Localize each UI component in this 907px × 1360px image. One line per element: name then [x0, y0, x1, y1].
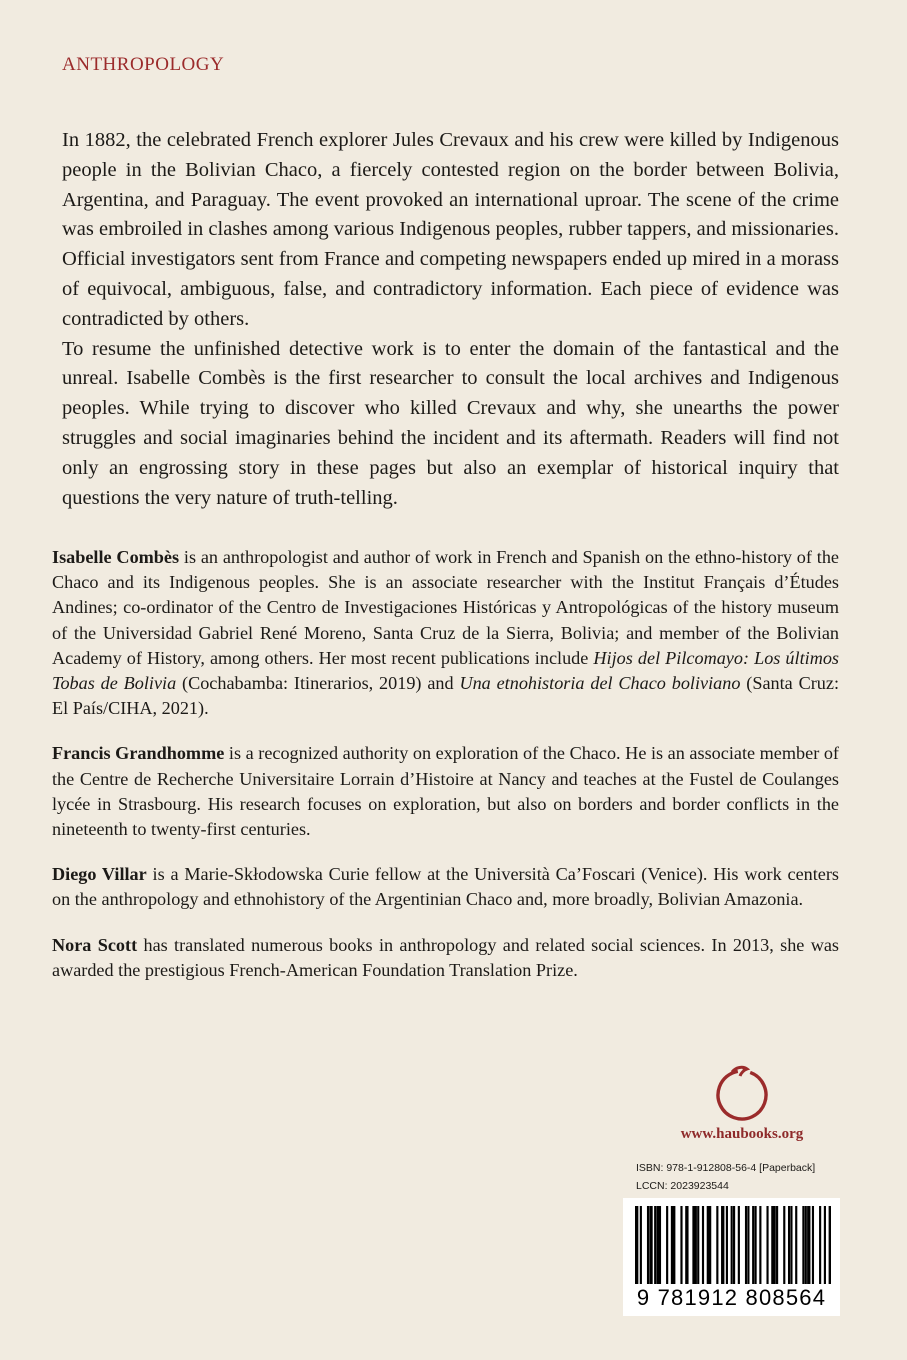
barcode-bar	[640, 1206, 642, 1284]
barcode-bar	[721, 1206, 724, 1284]
barcode-bar	[812, 1206, 814, 1284]
category-label: ANTHROPOLOGY	[62, 54, 225, 75]
bio-name: Diego Villar	[52, 864, 147, 885]
bio-text: has translated numerous books in anthropology and related social sciences. In 2013, she was awarded the prestigious French-American Foundation Translation Prize.	[52, 934, 840, 980]
barcode-bar	[726, 1206, 728, 1284]
author-bios	[52, 545, 839, 1003]
barcode-bar	[819, 1206, 821, 1284]
barcode-bar	[695, 1206, 697, 1284]
barcode-bar	[788, 1206, 790, 1284]
barcode-bar	[747, 1206, 749, 1284]
barcode-bar	[697, 1206, 699, 1284]
barcode-bars	[635, 1206, 831, 1286]
publisher-website[interactable]: www.haubooks.org	[680, 1126, 804, 1142]
barcode-bar	[783, 1206, 785, 1284]
bio-text: (Cochabamba: Itinerarios, 2019) and	[176, 673, 460, 694]
barcode-bar	[807, 1206, 810, 1284]
bio-diego-villar	[52, 862, 839, 912]
back-cover-blurb	[62, 126, 839, 513]
bio-text: is an anthropologist and author of work in French and Spanish on the ethno-history of the Chaco and its Indigenous peoples. She is an associate researcher with the Institut Français d’Études Andines; co-ordinator of the Centro de Investigaciones Históricas y Antropológicas of the history museum of the Universidad Gabriel René Moreno, Santa Cruz de la Sierra, Bolivia; and member of the Bolivian Academy of History, among others. Her most recent publications include	[52, 547, 839, 668]
lccn-label: LCCN: 2023923544	[636, 1180, 729, 1192]
barcode-bar	[716, 1206, 718, 1284]
barcode	[623, 1198, 840, 1316]
barcode-bar	[685, 1206, 688, 1284]
barcode-bar	[790, 1206, 792, 1284]
bio-name: Francis Grandhomme	[52, 743, 225, 764]
barcode-bar	[805, 1206, 807, 1284]
barcode-bar	[795, 1206, 797, 1284]
barcode-bar	[647, 1206, 649, 1284]
barcode-bar	[680, 1206, 682, 1284]
bio-isabelle-combes	[52, 545, 839, 721]
barcode-bar	[745, 1206, 747, 1284]
bio-name: Nora Scott	[52, 934, 138, 955]
barcode-bar	[755, 1206, 757, 1284]
barcode-bar	[802, 1206, 804, 1284]
bio-text: is a Marie-Skłodowska Curie fellow at the Università Ca’Foscari (Venice). His work centers on the anthropology and ethnohistory of the Argentinian Chaco and, more broadly, Bolivian Amazonia.	[52, 864, 840, 910]
barcode-bar	[738, 1206, 740, 1284]
barcode-bar	[731, 1206, 733, 1284]
barcode-bar	[733, 1206, 735, 1284]
barcode-bar	[752, 1206, 754, 1284]
barcode-bar	[776, 1206, 778, 1284]
bio-book-title: Hijos del Pilcomayo: Los últimos Tobas de Bolivia	[52, 647, 839, 694]
barcode-bar	[702, 1206, 704, 1284]
bio-name: Isabelle Combès	[52, 547, 180, 567]
barcode-digits: 9 781912 808564	[636, 1285, 827, 1310]
isbn-label: ISBN: 978-1-912808-56-4 [Paperback]	[636, 1162, 816, 1174]
bio-text: (Santa Cruz: El País/CIHA, 2021).	[52, 673, 840, 719]
barcode-bar	[824, 1206, 826, 1284]
bio-text: is a recognized authority on exploration of the Chaco. He is an associate member of the Centre de Recherche Universitaire Lorrain d’Histoire at Nancy and teaches at the Fustel de Coulanges lycée in Strasbourg. His research focuses on exploration, but also on borders and border conflicts in the nineteenth to twenty-first centuries.	[52, 743, 839, 840]
barcode-bar	[635, 1206, 638, 1284]
barcode-bar	[759, 1206, 761, 1284]
barcode-bar	[659, 1206, 661, 1284]
barcode-bar	[829, 1206, 831, 1284]
ouroboros-icon	[710, 1060, 774, 1126]
blurb-paragraph-2: To resume the unfinished detective work is to enter the domain of the fantastical and the unreal. Isabelle Combès is the first researcher to consult the local archives and Indigenous peoples. While trying to discover who killed Crevaux and why, she unearths the power struggles and social imaginaries behind the incident and its aftermath. Readers will find not only an engrossing story in these pages but also an exemplar of historical inquiry that questions the very nature of truth-telling.	[62, 337, 839, 509]
bio-francis-grandhomme	[52, 741, 839, 842]
barcode-bar	[709, 1206, 711, 1284]
barcode-bar	[649, 1206, 652, 1284]
barcode-bar	[774, 1206, 776, 1284]
barcode-bar	[654, 1206, 656, 1284]
barcode-bar	[766, 1206, 768, 1284]
barcode-bar	[673, 1206, 675, 1284]
blurb-paragraph-1: In 1882, the celebrated French explorer Jules Crevaux and his crew were killed by Indigenous people in the Bolivian Chaco, a fiercely contested region on the border between Bolivia, Argentina, and Paraguay. The event provoked an international uproar. The scene of the crime was embroiled in clashes among various Indigenous peoples, rubber tappers, and missionaries. Official investigators sent from France and competing newspapers ended up mired in a morass of equivocal, ambiguous, false, and contradictory information. Each piece of evidence was contradicted by others.	[62, 129, 839, 330]
bio-book-title: Una etnohistoria del Chaco boliviano	[459, 673, 741, 694]
barcode-bar	[666, 1206, 668, 1284]
bio-nora-scott	[52, 933, 839, 983]
